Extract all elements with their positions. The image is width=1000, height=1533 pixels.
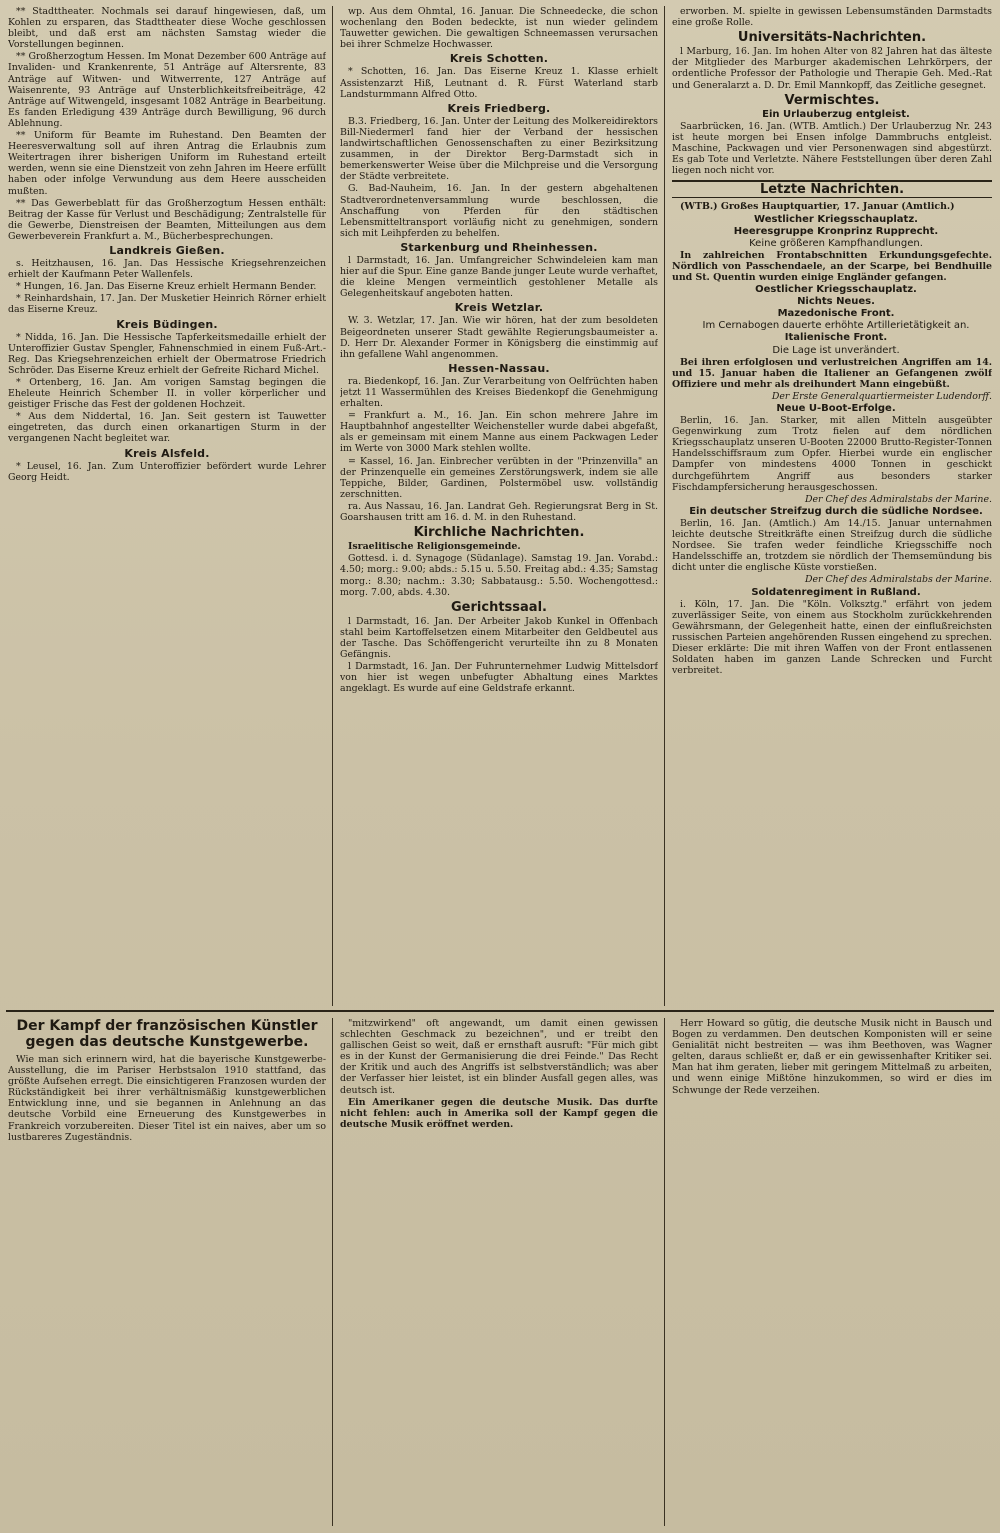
article-darmstadt-schwindel: l Darmstadt, 16. Jan. Umfangreicher Schwindeleien kam man hier auf die Spur. Eine ganze Bande junger Leute wurde verhaftet, die kleine Mengen vermeintlich gestohlener Metalle als Gelegenheitskauf angeboten hatten. [340,254,658,300]
feuilleton-divider-1 [332,1018,333,1526]
section-heading-wetzlar: Kreis Wetzlar. [454,301,544,315]
feuilleton-text-2: "mitzwirkend" oft angewandt, um damit einen gewissen schlechten Geschmack zu bezeichnen", und er treibt den gallischen Geist so weit, daß er ernsthaft ausruft: "Für mich gibt es in der Kunst der Germanisierung die drei Feinde." Das Recht der Kritik und auch des Angriffs ist selbstverständlich; was aber der Verfasser hier leistet, ist ein blinder Ausfall gegen alles, was deutsch ist. [340,1018,658,1096]
subheading-religionsgemeinde: Israelitische Religionsgemeinde. [348,541,521,553]
text-soldatenregiment: i. Köln, 17. Jan. Die "Köln. Volksztg." erfährt von jedem zuverlässiger Seite, von einem aus Stockholm zurückkehrenden Gewährsmann, der Gelegenheit hatte, einen der einflußreichsten russischen Parteien angehörenden Russen eingehend zu sprechen. Dieser erklärte: Die mit ihren Waffen von der Front entlassenen Soldaten haben im ganzen Lande Schrecken und Furcht verbreitet. [672,598,992,677]
text-keine-kampf: Keine größeren Kampfhandlungen. [749,237,923,249]
column-2 [340,6,658,1006]
article-gewerbeblatt: ** Das Gewerbeblatt für das Großherzogtum Hessen enthält: Beitrag der Kasse für Verlust und Beschädigung; Zentralstelle für die Gewerbe, Dienstreisen der Beamten, Mitteilungen aus dem Gewerbeverein Frankfurt a. M., Bücherbesprechungen. [8,197,326,242]
feuilleton-column-3 [672,1018,992,1526]
article-nassau: ra. Aus Nassau, 16. Jan. Landrat Geh. Regierungsrat Berg in St. Goarshausen tritt am 16. d. M. in den Ruhestand. [340,500,658,524]
heading-italienische: Italienische Front. [784,332,888,344]
article-marburg: l Marburg, 16. Jan. Im hohen Alter von 82 Jahren hat das älteste der Mitglieder des Marburger akademischen Lehrkörpers, der ordentliche Professor der Pathologie und Therapie Geh. Med.-Rat und Generalarzt a. D. Dr. Emil Mannkopff, das Zeitliche gesegnet. [672,46,992,91]
heading-oestlicher: Oestlicher Kriegsschauplatz. [755,284,917,296]
signature-admiralstab-2: Der Chef des Admiralstabs der Marine. [804,574,992,586]
article-mittelsdorf: l Darmstadt, 16. Jan. Der Fuhrunternehmer Ludwig Mittelsdorf von hier ist wegen unbefugter Abhaltung eines Marktes angeklagt. Es wurde auf eine Geldstrafe erkannt. [340,661,658,695]
article-kassel: = Kassel, 16. Jan. Einbrecher verübten in der "Prinzenvilla" an der Prinzenquelle ein gemeines Zerstörungswerk, indem sie alle Teppiche, Bilder, Gardinen, Polstermöbel usw. vollständig zerschnitten. [340,455,658,500]
column-divider-2 [664,6,665,1006]
article-saarbruecken: Saarbrücken, 16. Jan. (WTB. Amtlich.) Der Urlauberzug Nr. 243 ist heute morgen bei Ensen infolge Dammbruchs entgleist. Maschine, Packwagen und vier Personenwagen sind abgestürzt. Es gab Tote und Verletzte. Nähere Feststellungen über deren Zahl liegen noch nicht vor. [672,120,992,177]
article-leusel: * Leusel, 16. Jan. Zum Unteroffizier befördert wurde Lehrer Georg Heidt. [8,460,326,483]
article-biedenkopf: ra. Biedenkopf, 16. Jan. Zur Verarbeitung von Oelfrüchten haben jetzt 11 Wassermühlen des Kreises Biedenkopf die Genehmigung erhalten. [340,375,658,410]
signature-ludendorff: Der Erste Generalquartiermeister Ludendorff. [771,390,992,402]
section-heading-starkenburg: Starkenburg und Rheinhessen. [400,240,598,254]
feuilleton-text-3: Herr Howard so gütig, die deutsche Musik nicht in Bausch und Bogen zu verdammen. Den deutschen Komponisten will er seine Genialität nicht bestreiten — was ihm Beethoven, was Wagner gelten, daraus schließt er, daß er ein gewissenhafter Kritiker sei. Man hat ihm geraten, lieber mit geringem Mittelmaß zu arbeiten, und wenn einige Mißtöne hinzukommen, so wird er dies im Schwunge der Rede verzeihen. [672,1018,992,1096]
article-ortenberg: * Ortenberg, 16. Jan. Am vorigen Samstag begingen die Eheleute Heinrich Schember II. in voller körperlicher und geistiger Frische das Fest der goldenen Hochzeit. [8,377,326,411]
text-italienische: Die Lage ist unverändert. [772,344,900,356]
article-continued-top: erworben. M. spielte in gewissen Lebensumständen Darmstadts eine große Rolle. [672,6,992,29]
text-westlicher: In zahlreichen Frontabschnitten Erkundungsgefechte. Nördlich von Passchendaele, an der Scarpe, bei Bendhuille und St. Quentin wurden einige Engländer gefangen. [672,249,992,283]
column-divider-1 [332,6,333,1006]
section-heading-buedingen: Kreis Büdingen. [116,317,218,331]
heading-heeresgruppe: Heeresgruppe Kronprinz Rupprecht. [733,225,939,237]
section-heading-schotten: Kreis Schotten. [449,52,549,66]
text-italienische-2: Bei ihren erfolglosen und verlustreichen Angriffen am 14. und 15. Januar haben die Italiener an Gefangenen zwölf Offiziere und mehr als dreihundert Mann eingebüßt. [672,356,992,390]
article-hungen: * Hungen, 16. Jan. Das Eiserne Kreuz erhielt Hermann Bender. [16,281,317,293]
column-3 [672,6,992,1006]
heading-soldatenregiment: Soldatenregiment in Rußland. [751,586,921,598]
article-schotten: * Schotten, 16. Jan. Das Eiserne Kreuz 1. Klasse erhielt Assistenzarzt Hiß, Leutnant d. R. Fürst Waterland starb Landsturmmann Alfred Otto. [340,66,658,100]
heading-westlicher: Westlicher Kriegsschauplatz. [754,213,918,225]
article-heitzhausen: s. Heitzhausen, 16. Jan. Das Hessische Kriegsehrenzeichen erhielt der Kaufmann Peter Wallenfels. [8,258,326,281]
section-heading-friedberg: Kreis Friedberg. [447,101,551,115]
section-heading-vermischtes: Vermischtes. [784,92,880,108]
text-nichts-neues: Nichts Neues. [797,296,875,308]
section-heading-kirchliche: Kirchliche Nachrichten. [413,525,585,541]
article-kunkel: l Darmstadt, 16. Jan. Der Arbeiter Jakob Kunkel in Offenbach stahl beim Kartoffelsetzen einem Mitarbeiter den Geldbeutel aus der Tasche. Das Schöffengericht verurteilte ihn zu 8 Monaten Gefängnis. [340,615,658,661]
article-reinhardshain: * Reinhardshain, 17. Jan. Der Musketier Heinrich Rörner erhielt das Eiserne Kreuz. [8,293,326,316]
subheading-urlauberzug: Ein Urlauberzug entgleist. [762,108,910,120]
text-uboot: Berlin, 16. Jan. Starker, mit allen Mitteln ausgeübter Gegenwirkung zum Trotz fielen auf dem nördlichen Kriegsschauplatz unseren U-Booten 22000 Brutto-Register-Tonnen Handelsschiffsraum zum Opfer. Hierbei wurde ein englischer Dampfer von mindestens 4000 Tonnen in geschickt durchgeführtem Angriff aus besonders starker Fischdampfersicherung herausgeschossen. [672,415,992,493]
feuilleton-divider-2 [664,1018,665,1526]
hauptquartier-line: (WTB.) Großes Hauptquartier, 17. Januar (Amtlich.) [680,201,955,213]
feuilleton-divider [6,1010,994,1012]
article-stadttheater: ** Stadttheater. Nochmals sei darauf hingewiesen, daß, um Kohlen zu ersparen, das Stadttheater diese Woche geschlossen bleibt, und daß erst am nächsten Samstag wieder die Vorstellungen beginnen. [8,6,326,51]
article-friedberg: B.3. Friedberg, 16. Jan. Unter der Leitung des Molkereidirektors Bill-Niedermerl fand hier der Verband der hessischen landwirtschaftlichen Genossenschaften zu einer Bezirksitzung zusammen, in der Direktor Berg-Darmstadt sich in bemerkenswerter Weise über die Milchpreise und die Versorgung der Städte verbreitete. [340,115,658,183]
article-wetzlar: W. 3. Wetzlar, 17. Jan. Wie wir hören, hat der zum besoldeten Beigeordneten unserer Stadt gewählte Regierungsbaumeister a. D. Herr Dr. Alexander Former in Königsberg die einstimmig auf ihn gefallene Wahl angenommen. [340,315,658,360]
article-gottesdienst: Gottesd. i. d. Synagoge (Südanlage). Samstag 19. Jan. Vorabd.: 4.50; morg.: 9.00; abds.: 5.15 u. 5.50. Freitag abd.: 4.35; Samstag morg.: 8.30; nachm.: 3.30; Sabbatausg.: 5.50. Wochengottesd.: morg. 7.00, abds. 4.30. [340,553,658,598]
section-heading-gerichtssaal: Gerichtssaal. [451,599,547,615]
section-heading-hessen-nassau: Hessen-Nassau. [448,361,550,375]
feuilleton-column-2 [340,1018,658,1526]
article-frankfurt: = Frankfurt a. M., 16. Jan. Ein schon mehrere Jahre im Hauptbahnhof angestellter Weichensteller wurde dabei abgefaßt, als er gemeinsam mit einem Manne aus einem Packwagen Leder im Werte von 3000 Mark stehlen wollte. [340,410,658,455]
heading-uboot: Neue U-Boot-Erfolge. [776,403,896,414]
section-heading-universitaet: Universitäts-Nachrichten. [737,30,927,46]
feuilleton-title: Der Kampf der französischen Künstler gegen das deutsche Kunstgewerbe. [16,1018,318,1050]
article-uniform: ** Uniform für Beamte im Ruhestand. Den Beamten der Heeresverwaltung soll auf ihren Antrag die Erlaubnis zum Weitertragen ihrer bisherigen Uniform im Ruhestand erteilt werden, wenn sie eine Dienstzeit von zehn Jahren im Heere erfüllt haben oder infolge Verwundung aus dem Heere ausscheiden mußten. [8,130,326,197]
section-heading-letzte-nachrichten: Letzte Nachrichten. [672,180,992,198]
text-streifzug: Berlin, 16. Jan. (Amtlich.) Am 14./15. Januar unternahmen leichte deutsche Streitkräfte einen Streifzug durch die südliche Nordsee. Sie trafen weder feindliche Kriegsschiffe noch Handelsschiffe an, trotzdem sie nördlich der Themsemündung bis dicht unter die englische Küste vorstießen. [672,517,992,574]
article-niddertal: * Aus dem Niddertal, 16. Jan. Seit gestern ist Tauwetter eingetreten, das durch einen orkanartigen Sturm in der vergangenen Nacht begleitet war. [8,411,326,445]
feuilleton-text-1: Wie man sich erinnern wird, hat die bayerische Kunstgewerbe-Ausstellung, die im Pariser Herbstsalon 1910 stattfand, das größte Aufsehen erregt. Die einsichtigeren Franzosen wurden der Rückständigkeit bei ihrer verhältnismäßig kunstgewerblichen Entwicklung inne, und sie begannen in Anlehnung an das deutsche Vorbild eine Erneuerung des Kunstgewerbes in Frankreich vorzubereiten. Dieser Titel ist ein naives, aber um so lustbareres Zugeständnis. [8,1054,326,1143]
feuilleton-text-amerikaner: Ein Amerikaner gegen die deutsche Musik. Das durfte nicht fehlen: auch in Amerika soll der Kampf gegen die deutsche Musik eröffnet werden. [340,1096,658,1130]
signature-admiralstab-1: Der Chef des Admiralstabs der Marine. [804,493,992,505]
article-versicherung: ** Großherzogtum Hessen. Im Monat Dezember 600 Anträge auf Invaliden- und Krankenrente, 51 Anträge auf Altersrente, 83 Anträge auf Witwen- und Witwerrente, 127 Anträge auf Waisenrente, 93 Anträge auf Unsterblichkeitsfreibeiträge, 42 Anträge auf Witwengeld, insgesamt 1082 Anträge in Bearbeitung. Es fanden Erledigung 439 Anträge durch Bewilligung, 96 durch Ablehnung. [8,51,326,129]
article-bad-nauheim: G. Bad-Nauheim, 16. Jan. In der gestern abgehaltenen Stadtverordnetenversammlung wurde beschlossen, die Anschaffung von Pferden für den städtischen Lebensmitteltransport vorläufig nicht zu genehmigen, sondern sich mit Leihpferden zu behelfen. [340,183,658,239]
feuilleton-column-1 [8,1018,326,1526]
column-1 [8,6,326,1006]
section-heading-alsfeld: Kreis Alsfeld. [124,446,210,460]
heading-mazedonische: Mazedonische Front. [777,308,895,320]
article-nidda: * Nidda, 16. Jan. Die Hessische Tapferkeitsmedaille erhielt der Unteroffizier Gustav Spengler, Fahnenschmied in einem Fuß-Art.-Reg. Das Kriegsehrenzeichen erhielt der Obermatrose Friedrich Schröder. Das Eiserne Kreuz erhielt der Gefreite Richard Michel. [8,331,326,376]
section-heading-giessen: Landkreis Gießen. [109,243,225,257]
article-ohmtal: wp. Aus dem Ohmtal, 16. Januar. Die Schneedecke, die schon wochenlang den Boden bedeckte, ist nun wieder gelindem Tauwetter gewichen. Die gewaltigen Schneemassen verursachen bei ihrer Schmelze Hochwasser. [340,6,658,51]
text-mazedonische: Im Cernabogen dauerte erhöhte Artillerietätigkeit an. [702,320,970,332]
heading-streifzug: Ein deutscher Streifzug durch die südliche Nordsee. [689,505,983,517]
